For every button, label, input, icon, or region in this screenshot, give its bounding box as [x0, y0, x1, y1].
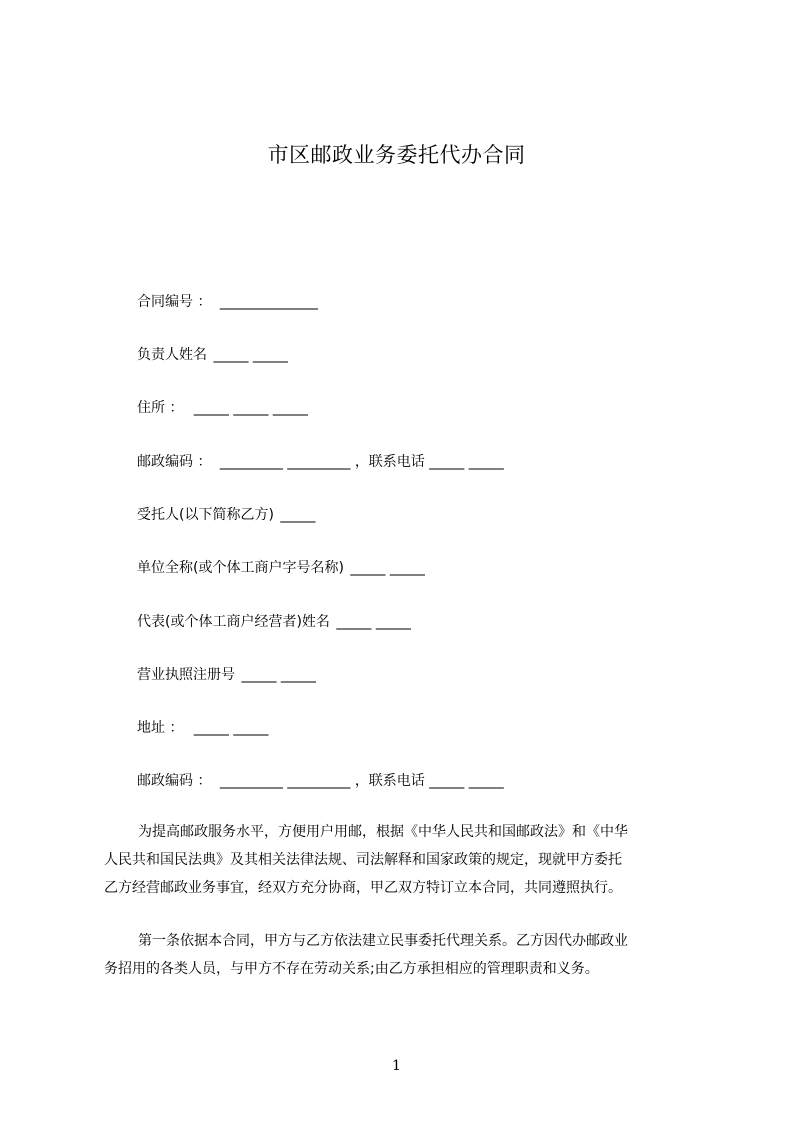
field-blank: _____ [280, 667, 316, 683]
field-domicile [137, 398, 308, 418]
field-postal-code-b [137, 771, 504, 791]
field-blank: _____ [233, 400, 269, 416]
field-blank: _____ [375, 614, 411, 630]
field-label: 代表(或个体工商户经营者)姓名 [137, 614, 330, 630]
field-contract-number [137, 292, 318, 312]
field-label: 邮政编码 [137, 454, 193, 470]
field-separator: ： [193, 773, 212, 789]
field-blank: _____ [350, 560, 386, 576]
field-business-license [137, 665, 316, 685]
field-phone-label: ，联系电话 [354, 773, 425, 789]
field-blank: _____ [336, 614, 372, 630]
field-blank: _____ [468, 773, 504, 789]
page-number: 1 [392, 1058, 401, 1074]
field-label: 地址 [137, 720, 165, 736]
paragraph-line: 务招用的各类人员，与甲方不存在劳动关系;由乙方承担相应的管理职责和义务。 [104, 961, 599, 977]
document-title: 市区邮政业务委托代办合同 [267, 143, 526, 167]
field-blank: _________ [287, 773, 351, 789]
field-label: 邮政编码 [137, 773, 193, 789]
field-responsible-person [137, 345, 288, 365]
field-postal-code-a [137, 452, 504, 472]
field-blank: _____ [429, 773, 465, 789]
paragraph-line: 人民共和国民法典》及其相关法律法规、司法解释和国家政策的规定，现就甲方委托 [104, 852, 622, 868]
field-label: 营业执照注册号 [137, 667, 235, 683]
field-separator: ： [193, 294, 212, 310]
paragraph-line: 乙方经营邮政业务事宜，经双方充分协商，甲乙双方特订立本合同，共同遵照执行。 [104, 880, 622, 896]
field-blank: _____ [389, 560, 425, 576]
field-blank: _____ [429, 454, 465, 470]
field-blank: _____ [193, 400, 229, 416]
field-label: 受托人(以下简称乙方) [137, 507, 274, 523]
field-label: 单位全称(或个体工商户字号名称) [137, 560, 344, 576]
paragraph-line: 为提高邮政服务水平，方便用户用邮，根据《中华人民共和国邮政法》和《中华 [138, 824, 628, 840]
field-address [137, 718, 268, 738]
field-label: 合同编号 [137, 294, 193, 310]
field-blank: _____ [241, 667, 277, 683]
field-blank: _____ [213, 347, 249, 363]
field-representative [137, 612, 411, 632]
field-blank: _____ [233, 720, 269, 736]
field-blank: _____ [193, 720, 229, 736]
field-blank: _________ [287, 454, 351, 470]
field-separator: ： [165, 400, 184, 416]
paragraph-line: 第一条依据本合同，甲方与乙方依法建立民事委托代理关系。乙方因代办邮政业 [138, 933, 628, 949]
field-blank: _____ [252, 347, 288, 363]
field-separator: ： [165, 720, 184, 736]
field-label: 住所 [137, 400, 165, 416]
field-label: 负责人姓名 [137, 347, 207, 363]
paragraph-preamble [104, 818, 690, 902]
field-blank: _____ [272, 400, 308, 416]
field-blank: _________ [219, 454, 283, 470]
paragraph-article-1 [104, 927, 690, 983]
field-trustee [137, 505, 315, 525]
field-blank: _____ [468, 454, 504, 470]
field-phone-label: ，联系电话 [354, 454, 425, 470]
field-blank: _________ [219, 773, 283, 789]
field-blank: _____ [280, 507, 316, 523]
field-separator: ： [193, 454, 212, 470]
field-unit-name [137, 558, 425, 578]
field-blank: ______________ [219, 294, 318, 310]
